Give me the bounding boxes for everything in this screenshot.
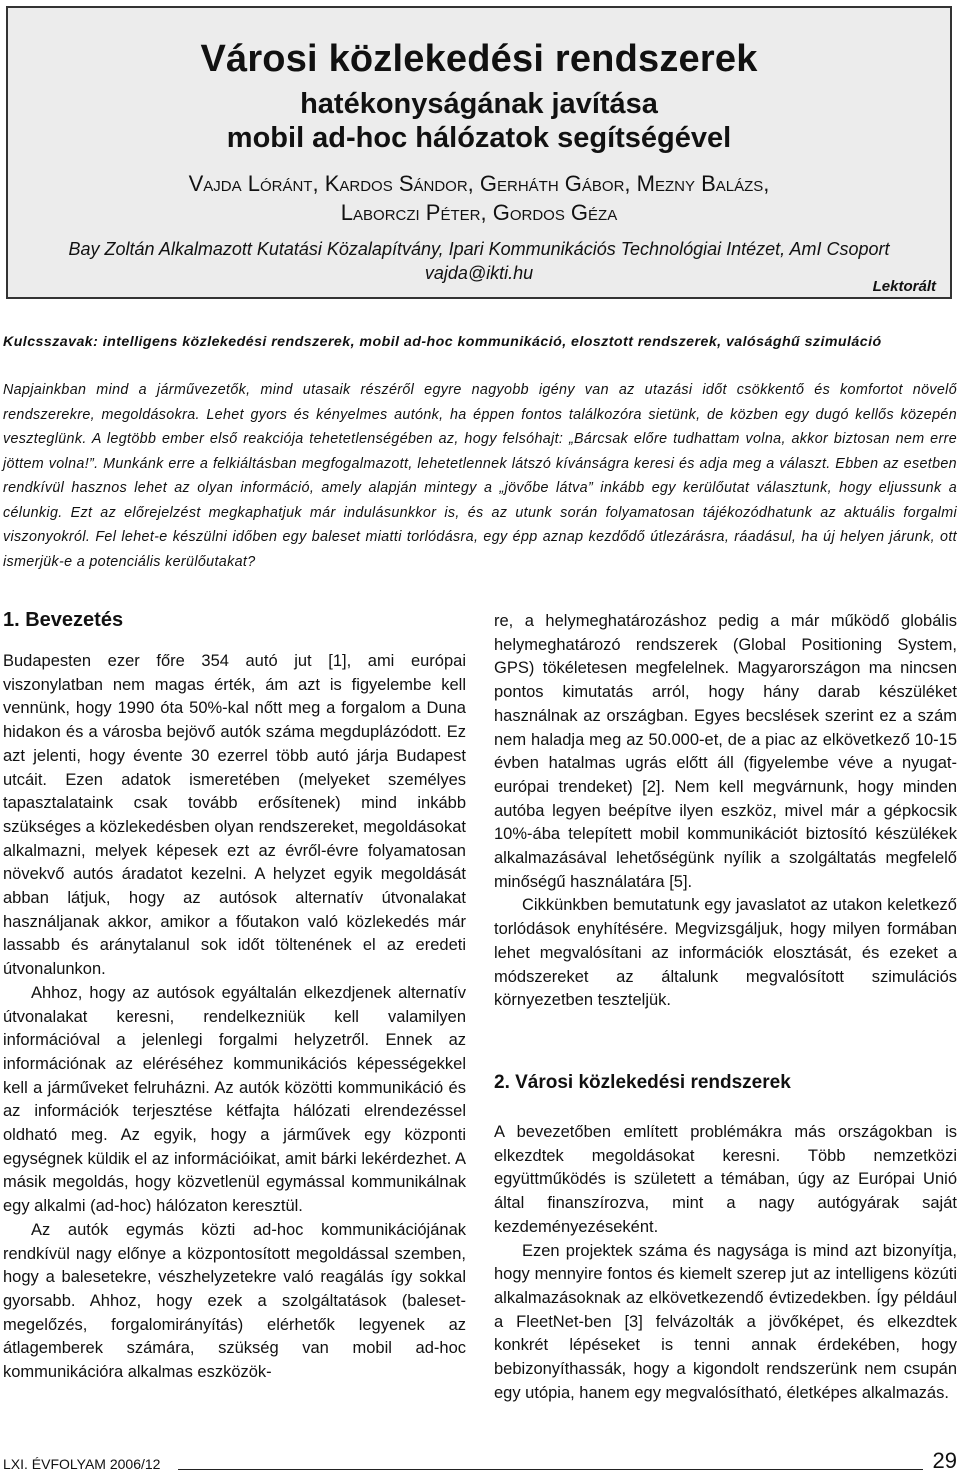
authors-line-2: Laborczi Péter, Gordos Géza [340,200,618,225]
paragraph: Budapesten ezer főre 354 autó jut [1], ami európai viszonylatban nem magas érték, ám azt is figyelembe kell vennünk, hogy 1990 óta 50%-kal nőtt meg a forgalom a Duna hidakon és a városba bejövő autók száma megduplázódott. Ez azt jelenti, hogy évente 30 ezerrel több autó járja Budapest utcáit. Ezen adatok ismeretében (melyeket személyes tapasztalataink csak tovább erősítenek) mind inkább szükséges a közlekedésben olyan rendszereket, megoldásokat alkalmazni, melyek képesek ezt az évről-évre folyamatosan növekvő autós áradatot kezelni. A helyzet egyik megoldását abban látjuk, hogy az autósok alternatív útvonalakat használjanak akkor, amikor a főutakon való közlekedés már lassabb és aránytalanul sok időt töltenének el az eredeti útvonalunkon. [3,652,466,979]
right-column-top [494,610,957,1013]
left-column [3,650,466,1385]
keywords: Kulcsszavak: intelligens közlekedési rendszerek, mobil ad-hoc kommunikáció, elosztott rendszerek, valósághű szimuláció [3,334,882,350]
review-badge: Lektorált [872,278,936,295]
abstract [3,378,957,574]
section-2-heading: 2. Városi közlekedési rendszerek [494,1072,791,1093]
paper-subtitle-line-1: hatékonyságának javítása [300,88,658,120]
author-email: vajda@ikti.hu [424,263,534,283]
paragraph: A bevezetőben említett problémákra más országokban is elkezdtek megoldásokat keresni. Több nemzetközi együttműködés is született a témában, úgy az Európai Unió által finanszírozva, mint a nagy autógyárak saját kezdeményezéseként. [494,1123,957,1236]
page-number: 29 [932,1448,957,1473]
paper-subtitle-line-2: mobil ad-hoc hálózatok segítségével [226,122,732,154]
footer-rule [178,1469,923,1470]
right-column-bottom [494,1121,957,1405]
paper-title: Városi közlekedési rendszerek [200,38,758,80]
affiliation: Bay Zoltán Alkalmazott Kutatási Közalapítvány, Ipari Kommunikációs Technológiai Intézet, AmI Csoport [68,239,890,259]
abstract-text: Napjainkban mind a járművezetők, mind utasaik részéről egyre nagyobb igény van az utazási időt csökkentő és komfortot növelő rendszerekre, megoldásokra. Lehet gyors és kényelmes autónk, ha éppen fontos találkozóra sietünk, de közben egy dugó kellős közepén veszteglünk. A legtöbb ember első reakciója tehetetlenségében az, hogy felsóhajt: „Bárcsak előre tudhattam volna, akkor biztosan nem erre jöttem volna!”. Munkánk erre a felkiáltásban megfogalmazott, lehetetlennek látszó kívánságra keresi és adja meg a választ. Ebben az esetben rendkívül hasznos lehet az olyan információ, amely alapján mintegy a „jövőbe látva” inkább egy kerülőutat választunk, hogy eljussunk a célunkig. Ezt az előrejelzést megkaphatjuk már indulásunkkor is, és az utunk során folyamatosan tájékozódhatunk az aktuális forgalmi viszonyokról. Fel lehet-e készülni időben egy baleset miatti torlódásra, egy épp aznap kezdődő útlezárásra, ráadásul, ha új helyen járunk, ott ismerjük-e a potenciális kerülőutakat? [3,382,957,570]
journal-issue: LXI. ÉVFOLYAM 2006/12 [3,1456,161,1472]
paragraph: Ahhoz, hogy az autósok egyáltalán elkezdjenek alternatív útvonalakat keresni, rendelkezniük kell valamilyen információval a jelenlegi forgalmi helyzetről. Ennek az információnak az eléréséhez kommunikációs képességekkel kell a járműveket felruházni. Az autók közötti kommunikáció és az információk terjesztése kétfajta hálózati elrendezéssel oldható meg. Az egyik, hogy a járművek egy központi egységnek küldik el az információikat, amit bárki lekérdezhet. A másik megoldás, hogy közvetlenül egymással kommunikálnak egy alkalmi (ad-hoc) hálózaton keresztül. [3,983,466,1216]
paragraph: re, a helymeghatározáshoz pedig a már működő globális helymeghatározó rendszerek (Global Positioning System, GPS) tökéletesen megfelelnek. Magyarországon ma nincsen pontos kimutatás arról, hogy hány darab készüléket használnak az országban. Egyes becslések szerint ez a szám nem haladja meg az 50.000-et, de a piac az elkövetkező 10-15 évben hatalmas ugrás előtt áll (figyelembe véve a nyugat-európai trendeket) [2]. Nem kell megvárnunk, hogy minden autóba legyen beépítve ilyen eszköz, mivel már a gépkocsik 10%-ába telepített mobil kommunikációt biztosító készülékek alkalmazásával lehetőségünk nyílik a szolgáltatás megfelelő minőségű használatára [5]. [494,612,957,891]
section-1-heading: 1. Bevezetés [3,609,124,631]
paragraph: Cikkünkben bemutatunk egy javaslatot az utakon keletkező torlódások enyhítésére. Megvizsgáljuk, hogy milyen formában lehet megvalósítani az információk elosztását, és ezeket a módszereket az általunk megvalósított szimulációs környezetben teszteljük. [494,896,957,1010]
authors-line-1: Vajda Lóránt, Kardos Sándor, Gerháth Gábor, Mezny Balázs, [188,171,770,196]
paragraph: Ezen projektek száma és nagysága is mind azt bizonyítja, hogy mennyire fontos és kiemelt szerep jut az intelligens közúti alkalmazásoknak az elkövetkezendő évtizedekben. Így például a FleetNet-ben [3] felvázolták a jövőképet, és elkezdtek konkrét lépéseket is tenni annak érdekében, hogy bebizonyíthassák, hogy a kigondolt rendszerünk nem csupán egy utópia, hanem egy megvalósítható, életképes alkalmazás. [494,1241,957,1402]
title-block [6,6,952,299]
paragraph: Az autók egymás közti ad-hoc kommunikációjának rendkívül nagy előnye a központosított megoldással szemben, hogy a balesetekre, vészhelyzetekre való reagálás így sokkal gyorsabb. Ahhoz, hogy ezek a szolgáltatások (baleset-megelőzés, forgalomirányítás) elérhetők legyenek az átlagemberek számára, szükség van mobil ad-hoc kommunikációra alkalmas eszközök- [3,1220,466,1382]
